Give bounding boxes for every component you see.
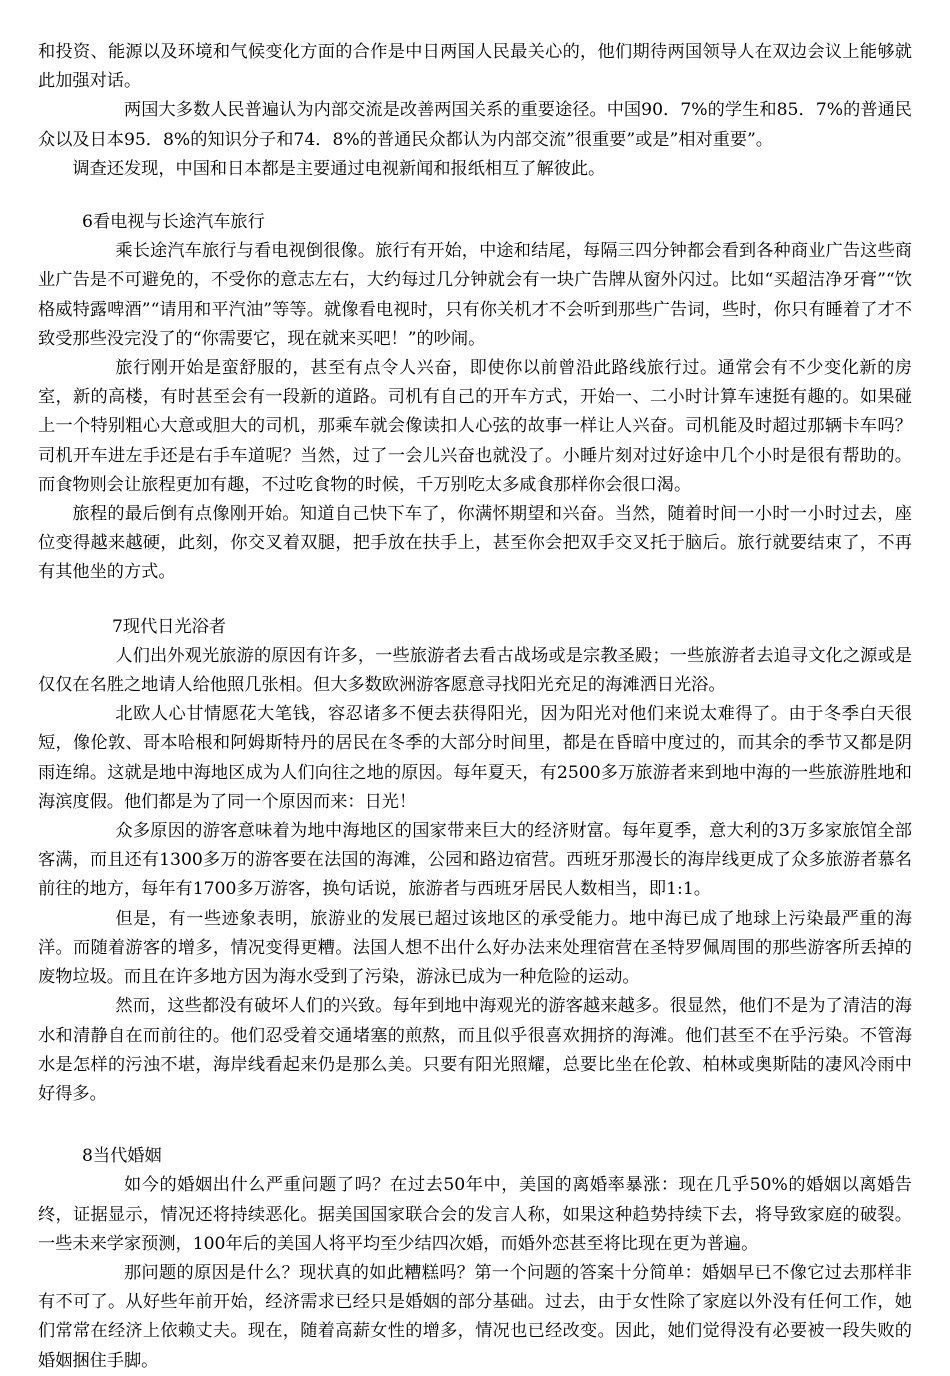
paragraph: 众多原因的游客意味着为地中海地区的国家带来巨大的经济财富。每年夏季，意大利的3万多家旅馆全部客满，而且还有1300多万的游客要在法国的海滩，公园和路边宿营。西班牙那漫长的海岸线更成了众多旅游者慕名前往的地方，每年有1700多万游客，换句话说，旅游者与西班牙居民人数相当，即1:1。 <box>38 821 912 900</box>
section-heading: 6看电视与长途汽车旅行 <box>82 212 265 233</box>
paragraph: 人们出外观光旅游的原因有许多，一些旅游者去看古战场或是宗教圣殿；一些旅游者去追寻文化之源或是仅仅在名胜之地请人给他照几张相。但大多数欧洲游客愿意寻找阳光充足的海滩洒日光浴。 <box>38 645 912 696</box>
paragraph: 然而，这些都没有破坏人们的兴致。每年到地中海观光的游客越来越多。很显然，他们不是为了清洁的海水和清静自在而前往的。他们忍受着交通堵塞的煎熬，而且似乎很喜欢拥挤的海滩。他们甚至不在乎污染。不管海水是怎样的污浊不堪，海岸线看起来仍是那么美。只要有阳光照耀，总要比坐在伦敦、柏林或奥斯陆的凄风冷雨中好得多。 <box>38 996 912 1104</box>
section-heading: 7现代日光浴者 <box>112 616 227 637</box>
document-page <box>38 38 912 1371</box>
paragraph: 北欧人心甘情愿花大笔钱，容忍诸多不便去获得阳光，因为阳光对他们来说太难得了。由于冬季白天很短，像伦敦、哥本哈根和阿姆斯特丹的居民在冬季的大部分时间里，都是在昏暗中度过的，而其余的季节又都是阴雨连绵。这就是地中海地区成为人们向往之地的原因。每年夏天，有2500多万旅游者来到地中海的一些旅游胜地和海滨度假。他们都是为了同一个原因而来：日光！ <box>38 704 912 812</box>
paragraph: 但是，有一些迹象表明，旅游业的发展已超过该地区的承受能力。地中海已成了地球上污染最严重的海洋。而随着游客的增多，情况变得更糟。法国人想不出什么好办法来处理宿营在圣特罗佩周围的那些游客所丢掉的废物垃圾。而且在许多地方因为海水受到了污染，游泳已成为一种危险的运动。 <box>38 908 912 988</box>
paragraph: 如今的婚姻出什么严重问题了吗？在过去50年中，美国的离婚率暴涨：现在几乎50%的婚姻以离婚告终，证据显示，情况还将持续恶化。据美国国家联合会的发言人称，如果这种趋势持续下去，将导致家庭的破裂。一些未来学家预测，100年后的美国人将平均至少结四次婚，而婚外恋甚至将比现在更为普遍。 <box>38 1175 912 1254</box>
paragraph: 两国大多数人民普遍认为内部交流是改善两国关系的重要途径。中国90．7%的学生和85．7%的普通民众以及日本95．8%的知识分子和74．8%的普通民众都认为内部交流”很重要”或是”相对重要”。 <box>38 100 912 150</box>
paragraph: 旅行刚开始是蛮舒服的，甚至有点令人兴奋，即使你以前曾沿此路线旅行过。通常会有不少变化新的房室，新的高楼，有时甚至会有一段新的道路。司机有自己的开车方式，开始一、二小时计算车速挺有趣的。如果碰上一个特别粗心大意或胆大的司机，那乘车就会像读扣人心弦的故事一样让人兴奋。司机能及时超过那辆卡车吗？司机开车进左手还是右手车道呢？当然，过了一会儿兴奋也就没了。小睡片刻对过好途中几个小时是很有帮助的。而食物则会让旅程更加有趣，不过吃食物的时候，千万别吃太多咸食那样你会很口渴。 <box>38 358 912 495</box>
paragraph: 那问题的原因是什么？现状真的如此糟糕吗？第一个问题的答案十分简单：婚姻早已不像它过去那样非有不可了。从好些年前开始，经济需求已经只是婚姻的部分基础。过去，由于女性除了家庭以外没有任何工作，她们常常在经济上依赖丈夫。现在，随着高薪女性的增多，情况也已经改变。因此，她们觉得没有必要被一段失败的婚姻捆住手脚。 <box>38 1262 912 1371</box>
paragraph: 旅程的最后倒有点像刚开始。知道自己快下车了，你满怀期望和兴奋。当然，随着时间一小时一小时过去，座位变得越来越硬，此刻，你交叉着双腿，把手放在扶手上，甚至你会把双手交叉托于脑后。旅行就要结束了，不再有其他坐的方式。 <box>38 504 912 583</box>
paragraph: 和投资、能源以及环境和气候变化方面的合作是中日两国人民最关心的，他们期待两国领导人在双边会议上能够就此加强对话。 <box>38 42 912 92</box>
section-heading: 8当代婚姻 <box>82 1146 162 1167</box>
paragraph: 调查还发现，中国和日本都是主要通过电视新闻和报纸相互了解彼此。 <box>72 158 606 179</box>
paragraph: 乘长途汽车旅行与看电视倒很像。旅行有开始，中途和结尾，每隔三四分钟都会看到各种商业广告这些商业广告是不可避免的，不受你的意志左右，大约每过几分钟就会有一块广告牌从窗外闪过。比如“买超洁净牙膏”“饮格威特露啤酒”“请用和平汽油”等等。就像看电视时，只有你关机才不会听到那些广告词，些时，你只有睡着了才不致受那些没完没了的“你需要它，现在就来买吧！”的吵闹。 <box>38 241 912 349</box>
